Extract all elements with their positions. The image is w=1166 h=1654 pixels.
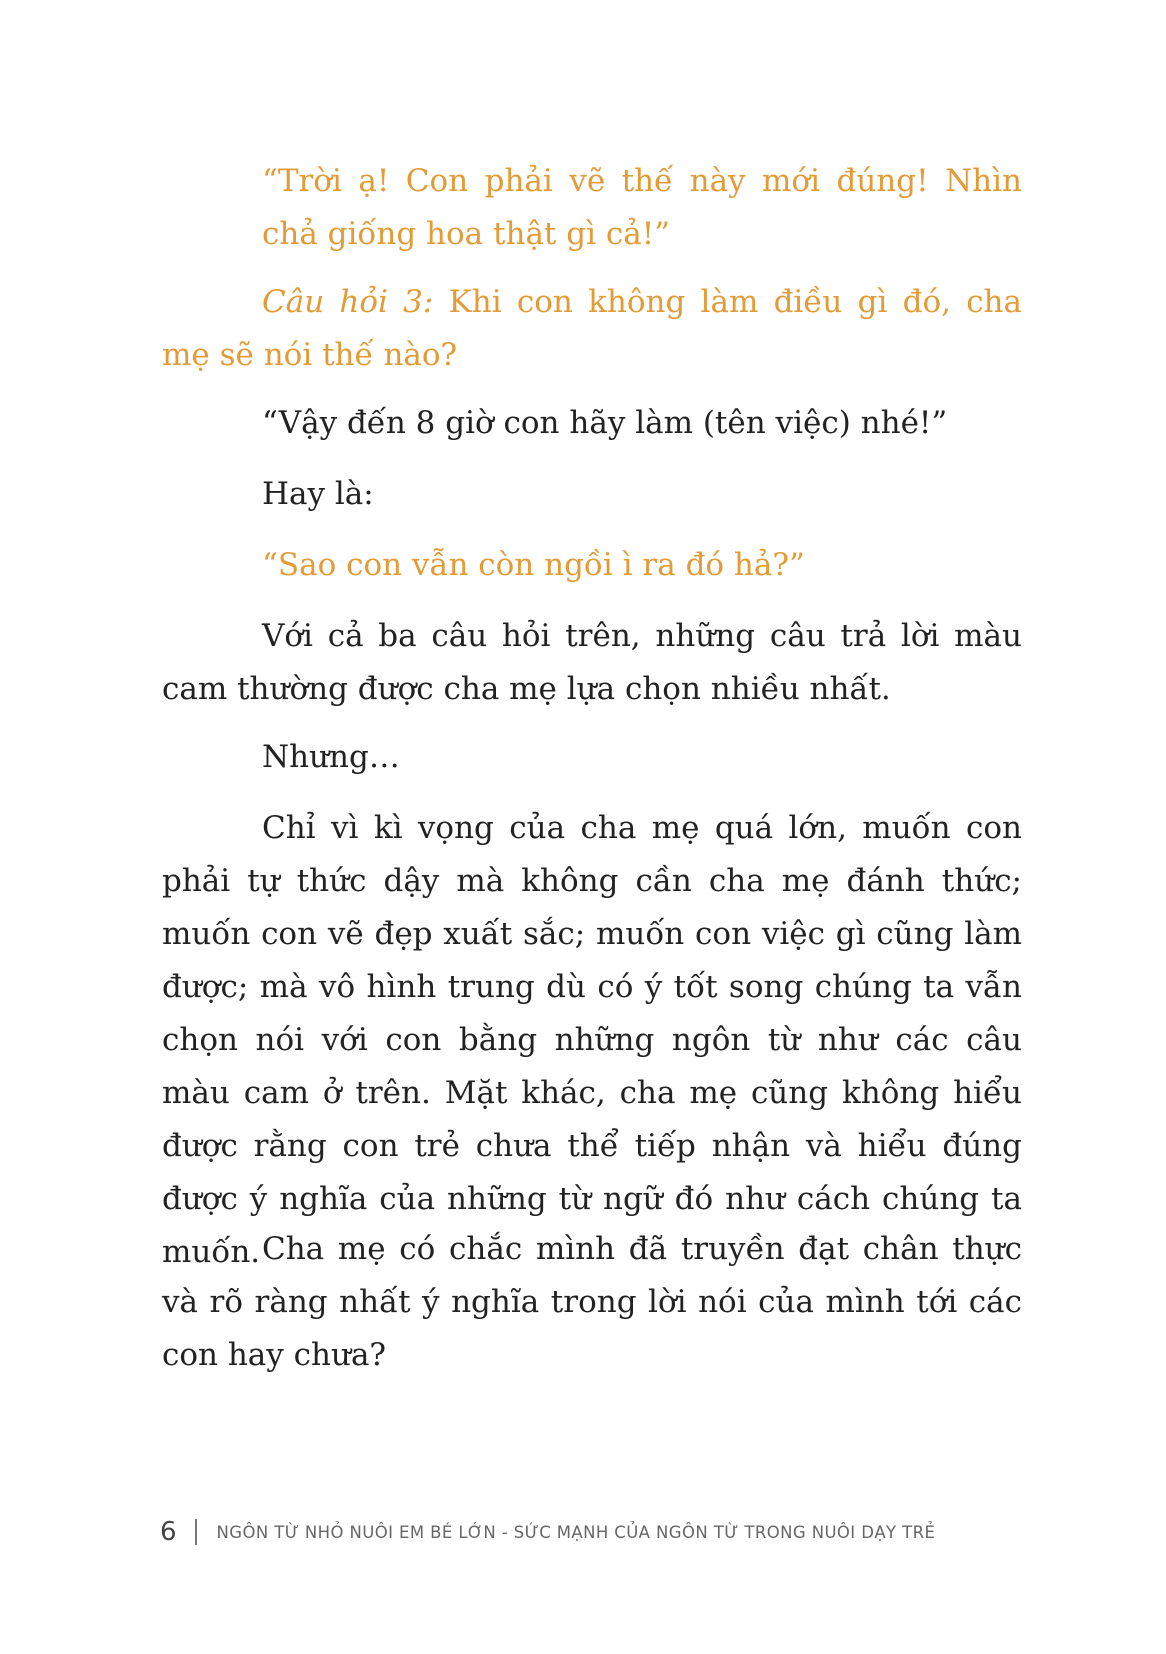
- orange-quote-draw-flower: “Trời ạ! Con phải vẽ thế này mới đúng! Nhìn chả giống hoa thật gì cả!”: [262, 163, 1022, 252]
- question-3-paragraph: [162, 276, 1022, 382]
- running-title: NGÔN TỪ NHỎ NUÔI EM BÉ LỚN - SỨC MẠNH CỦA NGÔN TỪ TRONG NUÔI DẠY TRẺ: [216, 1522, 936, 1542]
- question-3-text: Khi con không làm điều gì đó, cha mẹ sẽ nói thế nào?: [162, 284, 1022, 373]
- orange-quote-sitting-idle: “Sao con vẫn còn ngồi ì ra đó hả?”: [262, 547, 805, 583]
- page-number: 6: [160, 1517, 177, 1547]
- footer-divider: [195, 1519, 197, 1545]
- paragraph-expectations: Chỉ vì kì vọng của cha mẹ quá lớn, muốn con phải tự thức dậy mà không cần cha mẹ đánh thức; muốn con vẽ đẹp xuất sắc; muốn con việc gì cũng làm được; mà vô hình trung dù có ý tốt song chúng ta vẫn chọn nói với con bằng những ngôn từ như các câu màu cam ở trên. Mặt khác, cha mẹ cũng không hiểu được rằng con trẻ chưa thể tiếp nhận và hiểu đúng được ý nghĩa của những từ ngữ đó như cách chúng ta muốn.: [162, 810, 1022, 1270]
- page-footer: [160, 1514, 935, 1550]
- paragraph-three-questions: Với cả ba câu hỏi trên, những câu trả lời màu cam thường được cha mẹ lựa chọn nhiều nhất.: [162, 618, 1022, 707]
- but-label: Nhưng…: [262, 739, 400, 775]
- paragraph-closing-question: Cha mẹ có chắc mình đã truyền đạt chân thực và rõ ràng nhất ý nghĩa trong lời nói của mình tới các con hay chưa?: [162, 1231, 1022, 1373]
- black-quote-eight-oclock: “Vậy đến 8 giờ con hãy làm (tên việc) nhé!”: [262, 405, 948, 441]
- or-label: Hay là:: [262, 476, 374, 512]
- question-3-label: Câu hỏi 3:: [262, 284, 434, 320]
